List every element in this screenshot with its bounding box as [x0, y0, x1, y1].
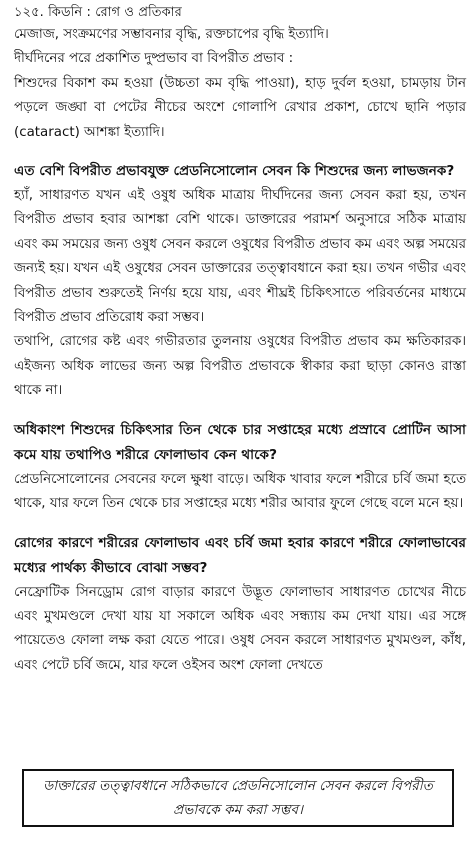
answer-paragraph: তথাপি, রোগের কষ্ট এবং গভীরতার তুলনায় ওষুধের বিপরীত প্রভাব কম ক্ষতিকারক। এইজন্য অধিক লাভের জন্য অল্প বিপরীত প্রভাবকে স্বীকার করা ছাড়া কোনও রাস্তা থাকে না। [14, 334, 466, 399]
long-term-effects-heading: দীর্ঘদিনের পরে প্রকাশিত দুষ্প্রভাব বা বিপরীত প্রভাব : [14, 51, 294, 67]
long-term-effects-text: শিশুদের বিকাশ কম হওয়া (উচ্চতা কম বৃদ্ধি পাওয়া), হাড় দুর্বল হওয়া, চামড়ায় টান পড়লে জঙ্ঘা বা পেটের নীচের অংশে গোলাপি রেখার প্রকাশ, চোখে ছানি পড়ার (cataract) আশঙ্কা ইত্যাদি। [14, 75, 466, 140]
highlight-note-box [22, 769, 454, 827]
running-head: ১২৫. কিডনি : রোগ ও প্রতিকার [14, 5, 182, 20]
question-heading: এত বেশি বিপরীত প্রভাবযুক্ত প্রেডনিসোলোন সেবন কি শিশুদের জন্য লাভজনক? [14, 163, 455, 180]
question-heading: রোগের কারণে শরীরের ফোলাভাব এবং চর্বি জমা হবার কারণে শরীরে ফোলাভাবের মধ্যের পার্থক্য কীভাবে বোঝা সম্ভব? [14, 534, 466, 576]
question-heading: অধিকাংশ শিশুদের চিকিৎসার তিন থেকে চার সপ্তাহের মধ্যে প্রস্রাবে প্রোটিন আসা কমে যায় তথাপিও শরীরে ফোলাভাব কেন থাকে? [14, 421, 466, 463]
answer-paragraph: প্রেডনিসোলোনের সেবনের ফলে ক্ষুধা বাড়ে। অধিক খাবার ফলে শরীরে চর্বি জমা হতে থাকে, যার ফলে তিন থেকে চার সপ্তাহের মধ্যে শরীর আবার ফুলে গেছে বলে মনে হয়। [14, 471, 466, 512]
note-text: ডাক্তারের তত্ত্বাবধানে সঠিকভাবে প্রেডনিসোলোন সেবন করলে বিপরীত প্রভাবকে কম করা সম্ভব। [43, 778, 433, 818]
answer-paragraph: নেফ্রোটিক সিনড্রোম রোগ বাড়ার কারণে উদ্ভূত ফোলাভাব সাধারণত চোখের নীচে এবং মুখমণ্ডলে দেখা যায় যা সকালে অধিক এবং সন্ধ্যায় কম দেখা যায়। এর সঙ্গে পায়েতেও ফোলা লক্ষ করা যেতে পারে। ওষুধ সেবন করলে সাধারণত মুখমণ্ডল, কাঁধ, এবং পেটে চর্বি জমে, যার ফলে ওইসব অংশ ফোলা দেখতে [14, 584, 466, 673]
answer-paragraph: হ্যাঁ, সাধারণত যখন এই ওষুধ অধিক মাত্রায় দীর্ঘদিনের জন্য সেবন করা হয়, তখন বিপরীত প্রভাব হবার আশঙ্কা বেশি থাকে। ডাক্তারের পরামর্শ অনুসারে সঠিক মাত্রায় এবং কম সময়ের জন্য ওষুধ সেবন করলে ওষুধের বিপরীত প্রভাব কম এবং অল্প সময়ের জন্যই হয়। যখন এই ওষুধের সেবন ডাক্তারের তত্ত্বাবধানে করা হয়। তখন গভীর এবং বিপরীত প্রভাব শুরুতেই নির্ণয় হয়ে যায়, এবং শীঘ্রই চিকিৎসাতে পরিবর্তনের মাধ্যমে বিপরীত প্রভাব প্রতিরোধ করা সম্ভব। [14, 188, 466, 326]
intro-text: মেজাজ, সংক্রমণের সম্ভাবনার বৃদ্ধি, রক্তচাপের বৃদ্ধি ইত্যাদি। [14, 27, 329, 42]
